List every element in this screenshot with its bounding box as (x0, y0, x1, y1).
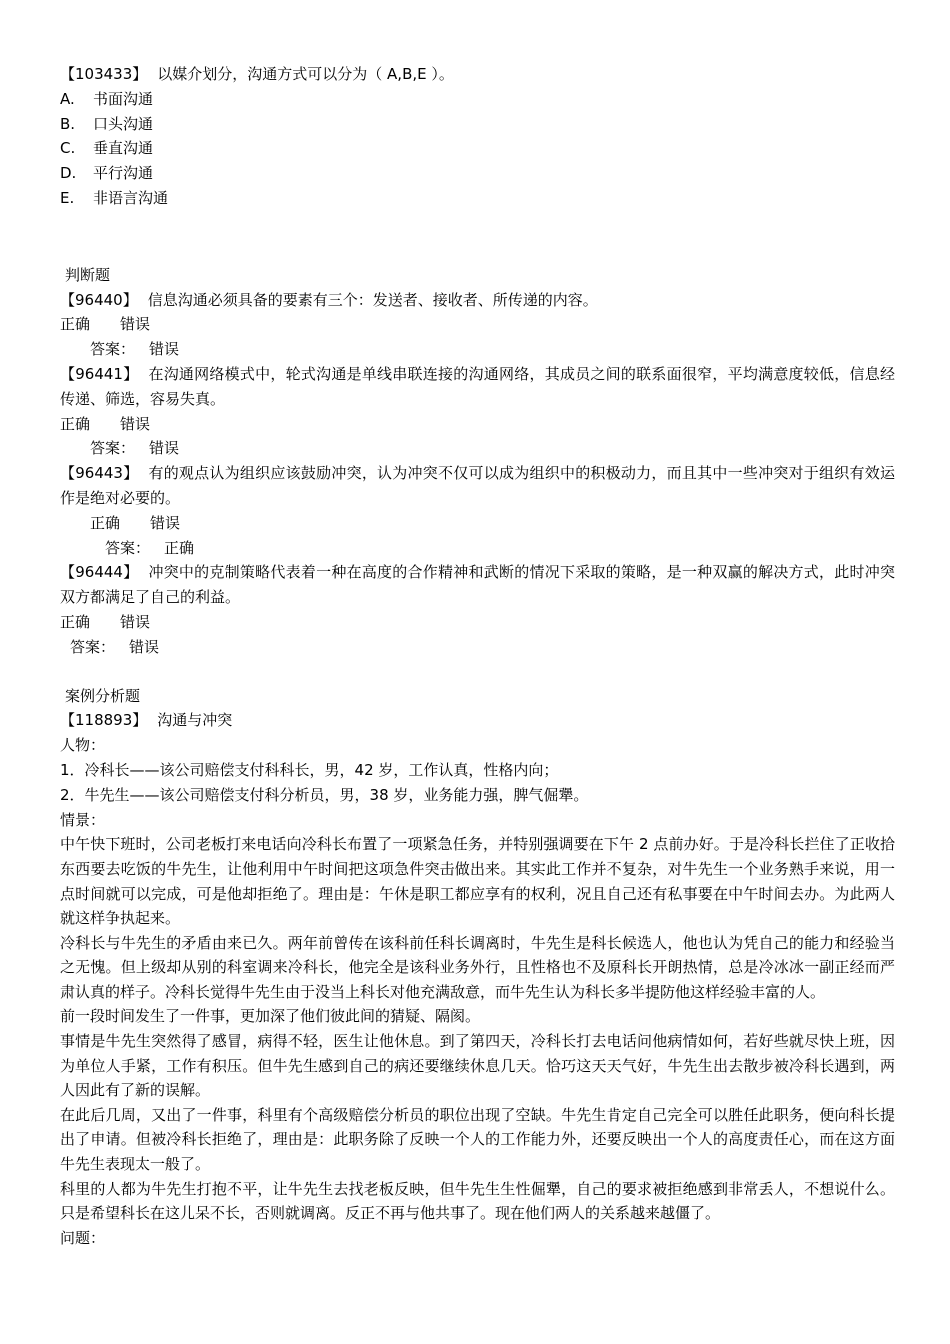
case-paragraph: 科里的人都为牛先生打抱不平，让牛先生去找老板反映，但牛先生生性倔犟，自己的要求被拒绝感到非常丢人，不想说什么。只是希望科长在这儿呆不长，否则就调离。反正不再与他共事了。现在他们两人的关系越来越僵了。 (60, 1179, 895, 1223)
case-paragraph: 冷科长与牛先生的矛盾由来已久。两年前曾传在该科前任科长调离时，牛先生是科长候选人，他也认为凭自己的能力和经验当之无愧。但上级却从别的科室调来冷科长，他完全是该科业务外行，且性格也不及原科长开朗热情，总是冷冰冰一副正经而严肃认真的样子。冷科长觉得牛先生由于没当上科长对他充满敌意，而牛先生认为科长多半提防他这样经验丰富的人。 (60, 933, 895, 1001)
case-paragraph: 中午快下班时，公司老板打来电话向冷科长布置了一项紧急任务，并特别强调要在下午 2 点前办好。于是冷科长拦住了正收拾东西要去吃饭的牛先生，让他利用中午时间把这项急件突击做出来。其实此工作并不复杂，对牛先生一个业务熟手来说，用一点时间就可以完成，可是他却拒绝了。理由是：午休是职工都应享有的权利，况且自己还有私事要在中午时间去办。为此两人就这样争执起来。 (60, 835, 895, 928)
false-choice: 错误 (150, 513, 181, 532)
case-paragraph: 前一段时间发生了一件事，更加深了他们彼此间的猜疑、隔阂。 (60, 1007, 481, 1026)
character-item: 1．冷科长——该公司赔偿支付科科长，男，42 岁，工作认真，性格内向； (60, 760, 559, 779)
answer-line (60, 337, 895, 362)
tf-question (60, 362, 895, 412)
question-id: 【118893】 (60, 711, 148, 730)
answer-value: 错误 (149, 340, 180, 359)
true-choice: 正确 (90, 513, 121, 532)
characters-label: 人物： (60, 736, 106, 755)
question-text: 有的观点认为组织应该鼓励冲突，认为冲突不仅可以成为组织中的积极动力，而且其中一些冲突对于组织有效运作是绝对必要的。 (60, 464, 896, 507)
scene-label: 情景： (60, 810, 106, 829)
answer-line (60, 635, 895, 660)
tf-choices (60, 610, 895, 635)
option-text: 口头沟通 (93, 114, 154, 133)
true-choice: 正确 (60, 414, 91, 433)
section-heading-case: 案例分析题 (65, 686, 141, 705)
option-b (60, 112, 895, 137)
option-c (60, 136, 895, 161)
tf-choices (60, 312, 895, 337)
option-letter: C. (60, 139, 76, 158)
question-text: 在沟通网络模式中，轮式沟通是单线串联连接的沟通网络，其成员之间的联系面很窄，平均满意度较低，信息经传递、筛选，容易失真。 (60, 364, 896, 408)
answer-value: 正确 (164, 538, 195, 557)
case-paragraph: 事情是牛先生突然得了感冒，病得不轻，医生让他休息。到了第四天，冷科长打去电话问他病情如何，若好些就尽快上班，因为单位人手紧，工作有积压。但牛先生感到自己的病还要继续休息几天。恰巧这天天气好，牛先生出去散步被冷科长遇到，两人因此有了新的误解。 (60, 1032, 895, 1100)
answer-label: 答案： (90, 340, 136, 359)
question-text: 以媒介划分，沟通方式可以分为（ A,B,E ）。 (157, 65, 454, 83)
mc-question (60, 62, 895, 87)
answer-value: 错误 (149, 439, 180, 458)
question-label: 问题： (60, 1228, 106, 1247)
answer-label: 答案： (70, 637, 116, 656)
option-text: 非语言沟通 (93, 188, 169, 207)
section-heading-true-false: 判断题 (65, 265, 111, 284)
true-choice: 正确 (60, 612, 91, 631)
answer-line (60, 536, 895, 561)
question-id: 【103433】 (60, 65, 148, 83)
question-text: 冲突中的克制策略代表着一种在高度的合作精神和武断的情况下采取的策略，是一种双赢的解决方式，此时冲突双方都满足了自己的利益。 (60, 563, 896, 607)
option-text: 垂直沟通 (93, 139, 154, 158)
tf-choices (60, 412, 895, 437)
case-title: 沟通与冲突 (157, 711, 233, 730)
option-text: 平行沟通 (93, 164, 154, 183)
character-item: 2．牛先生——该公司赔偿支付科分析员，男，38 岁，业务能力强，脾气倔犟。 (60, 785, 589, 804)
false-choice: 错误 (120, 612, 151, 631)
tf-choices (60, 511, 895, 536)
option-text: 书面沟通 (93, 89, 154, 108)
question-id: 【96443】 (60, 464, 139, 483)
answer-value: 错误 (129, 637, 160, 656)
question-id: 【96441】 (60, 364, 139, 383)
question-text: 信息沟通必须具备的要素有三个：发送者、接收者、所传递的内容。 (147, 290, 598, 309)
option-letter: A. (60, 89, 75, 108)
tf-question (60, 288, 895, 313)
option-letter: D. (60, 164, 77, 183)
answer-label: 答案： (90, 439, 136, 458)
false-choice: 错误 (120, 315, 151, 334)
option-letter: E. (60, 188, 75, 207)
false-choice: 错误 (120, 414, 151, 433)
option-d (60, 161, 895, 186)
option-a (60, 87, 895, 112)
case-title-line (60, 708, 895, 733)
option-e (60, 186, 895, 211)
case-paragraph: 在此后几周，又出了一件事，科里有个高级赔偿分析员的职位出现了空缺。牛先生肯定自己完全可以胜任此职务，便向科长提出了申请。但被冷科长拒绝了，理由是：此职务除了反映一个人的工作能力外，还要反映出一个人的高度责任心，而在这方面牛先生表现太一般了。 (60, 1105, 895, 1174)
option-letter: B. (60, 114, 76, 133)
answer-line (60, 436, 895, 461)
tf-question (60, 560, 895, 610)
answer-label: 答案： (105, 538, 151, 557)
document-page (60, 62, 895, 1251)
true-choice: 正确 (60, 315, 91, 334)
question-id: 【96444】 (60, 563, 139, 582)
question-id: 【96440】 (60, 290, 138, 309)
tf-question (60, 461, 895, 511)
